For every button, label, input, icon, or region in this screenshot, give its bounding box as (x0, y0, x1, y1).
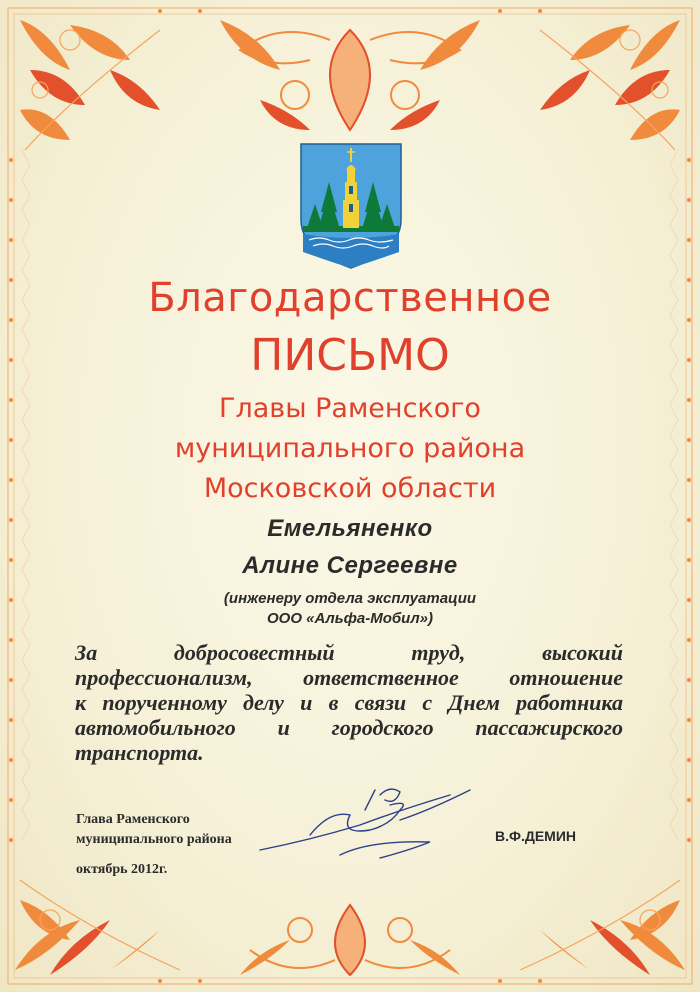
subheading-line-1: Главы Раменского (219, 393, 481, 424)
bottom-right-ornament (510, 860, 690, 982)
top-right-ornament (530, 10, 690, 160)
gratitude-line-2: профессионализм, ответственное отношение (75, 665, 623, 690)
gratitude-line-3: к порученному делу и в связи с Днем работника (75, 690, 623, 715)
gratitude-line-5: транспорта. (75, 740, 204, 765)
heading-title: Благодарственное (148, 275, 552, 321)
subheading-line-3: Московской области (203, 473, 497, 504)
coat-of-arms-icon (299, 142, 403, 270)
subheading-line-2: муниципального района (174, 433, 526, 464)
issue-date: октябрь 2012г. (76, 862, 168, 877)
signatory-title (76, 810, 232, 850)
gratitude-line-1: За добросовестный труд, высокий (75, 640, 623, 665)
top-center-ornament (200, 10, 500, 140)
gratitude-line-4: автомобильного и городского пассажирского (75, 715, 623, 740)
signature-icon (250, 780, 490, 870)
signatory-name: В.Ф.ДЕМИН (495, 828, 576, 844)
signatory-title-line-1: Глава Раменского (76, 812, 190, 827)
gratitude-text (75, 640, 623, 765)
bottom-left-ornament (10, 860, 190, 982)
top-left-ornament (10, 10, 170, 160)
recipient-surname: Емельяненко (267, 515, 433, 542)
recipient-position-line-1: (инженеру отдела эксплуатации (223, 590, 477, 607)
heading-letter-word: ПИСЬМО (250, 330, 450, 381)
bottom-center-ornament (230, 890, 470, 985)
recipient-position-line-2: ООО «Альфа-Мобил») (267, 610, 433, 627)
signatory-title-line-2: муниципального района (76, 832, 232, 847)
recipient-given-names: Алине Сергеевне (242, 552, 458, 579)
